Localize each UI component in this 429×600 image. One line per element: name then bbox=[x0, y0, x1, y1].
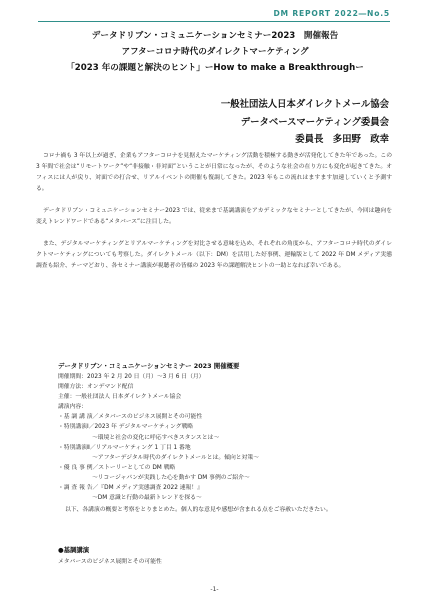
overview-line: 開催方法：オンデマンド配信 bbox=[58, 384, 134, 391]
organization-name: 一般社団法人日本ダイレクトメール協会 bbox=[220, 99, 389, 110]
committee-name: データベースマーケティング委員会 bbox=[240, 116, 389, 128]
intro-paragraph-1: コロナ禍も 3 年以上が過ぎ、企業もアフターコロナを見据えたマーケティング活動を積極する動きが活発化してきた年であった。この 3 年間で社会は“リモートワーク”や“非接触・非対面”ということが日常になったが、そのような社会の在り方にも変化が起きてきた。オフィスには人が戻り、対面での打合せ、リアルイベントの開催も復調してきた。2023 年もこの流れはますます加速していくと予測する。 bbox=[36, 153, 392, 192]
overview-subline: ～アフターデジタル時代のダイレクトメールとは。傾向と対策～ bbox=[92, 454, 259, 461]
title-block bbox=[30, 28, 400, 76]
chair-name: 委員長 多田野 政幸 bbox=[295, 134, 389, 145]
report-label: DM REPORT 2022―No.5 bbox=[273, 9, 390, 18]
closing-note bbox=[58, 505, 384, 516]
seminar-overview bbox=[58, 361, 388, 503]
overview-line: ・特別講演Ⅰ／2023 年 デジタルマーケティング戦略 bbox=[58, 424, 194, 431]
section-heading: ●基調講演 bbox=[58, 546, 90, 554]
overview-subline: ～環境と社会の変化に呼応すべきスタンスとは～ bbox=[92, 434, 220, 441]
intro-paragraph-2: データドリブン・コミュニケーションセミナー2023 では、従来まで基調講演をアカデミックなセミナーとしてきたが、今回は趣向を変えトレンドワードである“メタバース”に注目した。 bbox=[36, 208, 392, 225]
overview-line: ・基 調 講 演／メタバースのビジネス展開とその可能性 bbox=[58, 414, 203, 421]
title-line-1: データドリブン・コミュニケーションセミナー2023 開催報告 bbox=[91, 31, 339, 41]
closing-paragraph: 以下、各講演の概要と考察をとりまとめた。個人的な意見や感想が含まれる点をご容赦いただきたい。 bbox=[64, 507, 332, 513]
report-header bbox=[38, 9, 390, 23]
overview-line: 主催：一般社団法人 日本ダイレクトメール協会 bbox=[58, 394, 182, 401]
intro-paragraph-3: また、デジタルマーケティングとリアルマーケティングを対比させる意味を込め、それぞれの角度から、アフターコロナ時代のダイレクトマーケティングについても考察した。ダイレクトメール（以下：DM）を活用した好事例、運輸版として 2022 年 DM メディア実態調査も紹介、テーマどおり、各セミナー講演が視聴者の皆様の 2023 年の課題解決ヒントの一助となれば幸いである。 bbox=[36, 241, 392, 269]
overview-line: ・優 良 事 例／ストーリーとしての DM 戦略 bbox=[58, 464, 176, 471]
overview-line: 講演内容： bbox=[58, 404, 87, 411]
author-block bbox=[221, 96, 389, 149]
header-rule bbox=[38, 21, 390, 22]
overview-line: 開催期間：2023 年 2 月 20 日（月）～3 月 6 日（月） bbox=[58, 374, 205, 380]
title-line-2: アフターコロナ時代のダイレクトマーケティング bbox=[121, 47, 309, 57]
page-number: -1- bbox=[210, 586, 219, 593]
title-line-3: 「2023 年の課題と解決のヒント」ーHow to make a Breakthroughー bbox=[66, 63, 364, 73]
overview-line: ・特別講演Ⅱ／リアルマーケティング 1 丁目 1 番地 bbox=[58, 444, 191, 451]
intro-section bbox=[36, 151, 392, 283]
overview-subline: ～リコージャパンが実践した心を動かす DM 事例のご紹介～ bbox=[92, 474, 250, 481]
overview-title: データドリブン・コミュニケーションセミナー 2023 開催概要 bbox=[58, 362, 240, 370]
overview-subline: ～DM 意識と行動の最新トレンドを探る～ bbox=[92, 495, 202, 502]
overview-line: ・調 査 報 告／『DM メディア実態調査 2022 速報！』 bbox=[58, 485, 203, 492]
keynote-section bbox=[58, 544, 378, 568]
section-text: メタバースのビジネス展開とその可能性 bbox=[58, 559, 162, 565]
